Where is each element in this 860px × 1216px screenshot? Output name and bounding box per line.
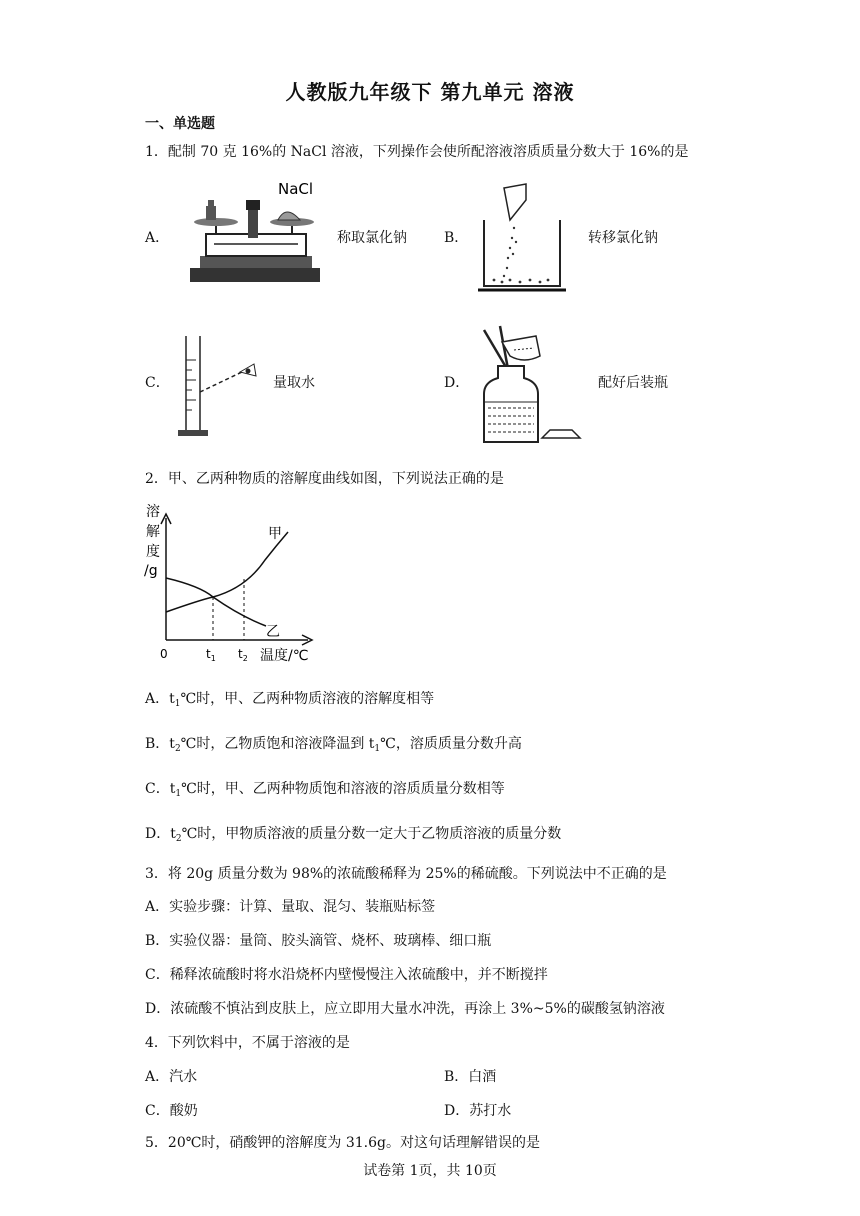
q1-option-b-letter[interactable]: B． — [444, 230, 469, 246]
page-footer: 试卷第 1页，共 10页 — [363, 1163, 497, 1179]
q4-stem: 4．下列饮料中，不属于溶液的是 — [145, 1035, 350, 1051]
page-title: 人教版九年级下 第九单元 溶液 — [285, 80, 575, 104]
q2-option-b[interactable]: B．$t_2℃$时，乙物质饱和溶液降温到 $t_1℃$，溶质质量分数升高 — [145, 736, 522, 754]
y-label-char-1: 溶 — [146, 504, 160, 520]
q4-option-d[interactable]: D．苏打水 — [444, 1103, 512, 1119]
origin-label: 0 — [160, 647, 168, 661]
q2-option-c[interactable]: C．$t_1℃$时，甲、乙两种物质饱和溶液的溶质质量分数相等 — [145, 781, 505, 799]
series-b-label: 乙 — [266, 624, 280, 640]
solubility-curve-graph — [140, 500, 320, 670]
q1-stem: 1．配制 70 克 16%的 NaCl 溶液，下列操作会使所配溶液溶质质量分数大于 16%的是 — [145, 144, 689, 160]
q1-option-b-caption: 转移氯化钠 — [588, 230, 658, 246]
y-unit: /g — [144, 563, 158, 579]
section-heading: 一、单选题 — [145, 116, 215, 132]
beaker-pouring-image — [474, 180, 574, 295]
nacl-label: NaCl — [278, 180, 314, 198]
q2-option-a[interactable]: A．$t_1℃$时，甲、乙两种物质溶液的溶解度相等 — [145, 691, 435, 709]
q1-option-a-letter[interactable]: A． — [145, 230, 170, 246]
q2-option-d[interactable]: D．$t_2℃$时，甲物质溶液的质量分数一定大于乙物质溶液的质量分数 — [145, 826, 562, 844]
q2-stem: 2．甲、乙两种物质的溶解度曲线如图，下列说法正确的是 — [145, 471, 504, 487]
q3-option-b[interactable]: B．实验仪器：量筒、胶头滴管、烧杯、玻璃棒、细口瓶 — [145, 933, 492, 949]
t2-label: $t_2$ — [238, 647, 248, 663]
q4-option-a[interactable]: A．汽水 — [145, 1069, 198, 1085]
q1-option-d-letter[interactable]: D． — [444, 375, 470, 391]
q3-option-a[interactable]: A．实验步骤：计算、量取、混匀、装瓶贴标签 — [145, 899, 436, 915]
q1-option-a-caption: 称取氯化钠 — [337, 230, 407, 246]
y-label-char-3: 度 — [146, 544, 160, 560]
q3-option-d[interactable]: D．浓硫酸不慎沾到皮肤上，应立即用大量水冲洗，再涂上 3%~5%的碳酸氢钠溶液 — [145, 1001, 665, 1017]
series-a-curve — [166, 532, 288, 612]
q4-option-c[interactable]: C．酸奶 — [145, 1103, 198, 1119]
t1-label: $t_1$ — [206, 647, 216, 663]
x-axis-label: 温度/℃ — [260, 648, 309, 664]
q3-option-c[interactable]: C．稀释浓硫酸时将水沿烧杯内壁慢慢注入浓硫酸中，并不断搅拌 — [145, 967, 548, 983]
q3-stem: 3．将 20g 质量分数为 98%的浓硫酸稀释为 25%的稀硫酸。下列说法中不正确的是 — [145, 866, 667, 882]
q1-option-c-letter[interactable]: C． — [145, 375, 170, 391]
series-a-label: 甲 — [268, 526, 282, 542]
y-label-char-2: 解 — [146, 524, 160, 540]
series-b-curve — [166, 578, 266, 626]
bottling-image — [474, 322, 594, 448]
q5-stem: 5．20℃时，硝酸钾的溶解度为 31.6g。对这句话理解错误的是 — [145, 1135, 540, 1151]
balance-scale-image — [186, 178, 326, 288]
q1-option-c-caption: 量取水 — [273, 375, 315, 391]
q1-option-d-caption: 配好后装瓶 — [598, 375, 668, 391]
graduated-cylinder-image — [170, 330, 265, 440]
q4-option-b[interactable]: B．白酒 — [444, 1069, 497, 1085]
